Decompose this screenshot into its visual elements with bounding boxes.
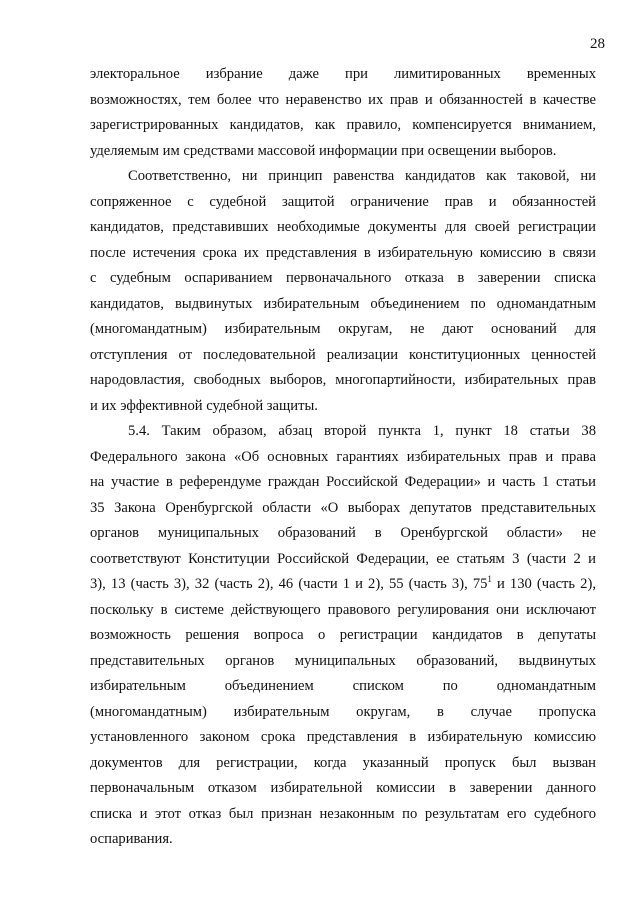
text-line: уделяемым им средствами массовой информации при освещении выборов. — [90, 142, 557, 159]
text-line: представительных органов муниципальных образований, выдвинутых — [90, 652, 596, 669]
text-line: сопряженное с судебной защитой ограничение прав и обязанностей — [90, 193, 596, 210]
line-head: 3), 13 (часть 3), 32 (часть 2), 46 (части 1 и 2), 55 (часть 3), 75 — [90, 576, 488, 592]
text-line: возможность решения вопроса о регистрации кандидатов в депутаты — [90, 627, 596, 643]
text-line: (многомандатным) избирательным округам, не дают оснований для — [90, 321, 596, 337]
text-line-with-superscript — [90, 572, 596, 598]
document-body — [90, 62, 596, 853]
superscript: 1 — [487, 574, 492, 585]
text-line: на участие в референдуме граждан Российской Федерации» и часть 1 статьи — [90, 474, 596, 490]
text-line: (многомандатным) избирательным округам, в случае пропуска — [90, 703, 596, 720]
paragraph-2 — [90, 164, 596, 419]
page-number: 28 — [590, 36, 605, 52]
text-line: зарегистрированных кандидатов, как правило, компенсируется вниманием, — [90, 117, 596, 133]
text-line: с судебным оспариванием первоначального отказа в заверении списка — [90, 270, 596, 286]
text-line: избирательным объединением списком по одномандатным — [90, 678, 596, 694]
text-line: 5.4. Таким образом, абзац второй пункта 1, пункт 18 статьи 38 — [128, 423, 596, 439]
text-line: электоральное избрание даже при лимитированных временных — [90, 66, 596, 82]
text-line: возможностях, тем более что неравенство их прав и обязанностей в качестве — [90, 91, 596, 108]
text-line: списка и этот отказ был признан незаконным по результатам его судебного — [90, 805, 596, 822]
text-line: соответствуют Конституции Российской Федерации, ее статьям 3 (части 2 и — [90, 550, 596, 567]
paragraph-1 — [90, 62, 596, 164]
text-line: кандидатов, представивших необходимые документы для своей регистрации — [90, 219, 596, 235]
text-line: поскольку в системе действующего правового регулирования они исключают — [90, 601, 596, 618]
text-line: кандидатов, выдвинутых избирательным объединением по одномандатным — [90, 295, 596, 312]
text-line: Соответственно, ни принцип равенства кандидатов как таковой, ни — [128, 168, 596, 184]
paragraph-3 — [90, 419, 596, 853]
text-line: документов для регистрации, когда указанный пропуск был вызван — [90, 754, 596, 771]
text-line: отступления от последовательной реализации конституционных ценностей — [90, 346, 596, 363]
text-line: органов муниципальных образований в Оренбургской области» не — [90, 525, 596, 541]
text-line: после истечения срока их представления в избирательную комиссию в связи — [90, 244, 596, 261]
text-line: народовластия, свободных выборов, многопартийности, избирательных прав — [90, 372, 596, 388]
text-line: Федерального закона «Об основных гарантиях избирательных прав и права — [90, 448, 596, 465]
text-line: и их эффективной судебной защиты. — [90, 397, 318, 414]
text-line: оспаривания. — [90, 831, 173, 847]
line-tail: и 130 (часть 2), — [491, 576, 596, 592]
text-line: установленного законом срока представления в избирательную комиссию — [90, 729, 596, 745]
text-line: 35 Закона Оренбургской области «О выборах депутатов представительных — [90, 499, 596, 516]
text-line: первоначальным отказом избирательной комиссии в заверении данного — [90, 780, 596, 796]
